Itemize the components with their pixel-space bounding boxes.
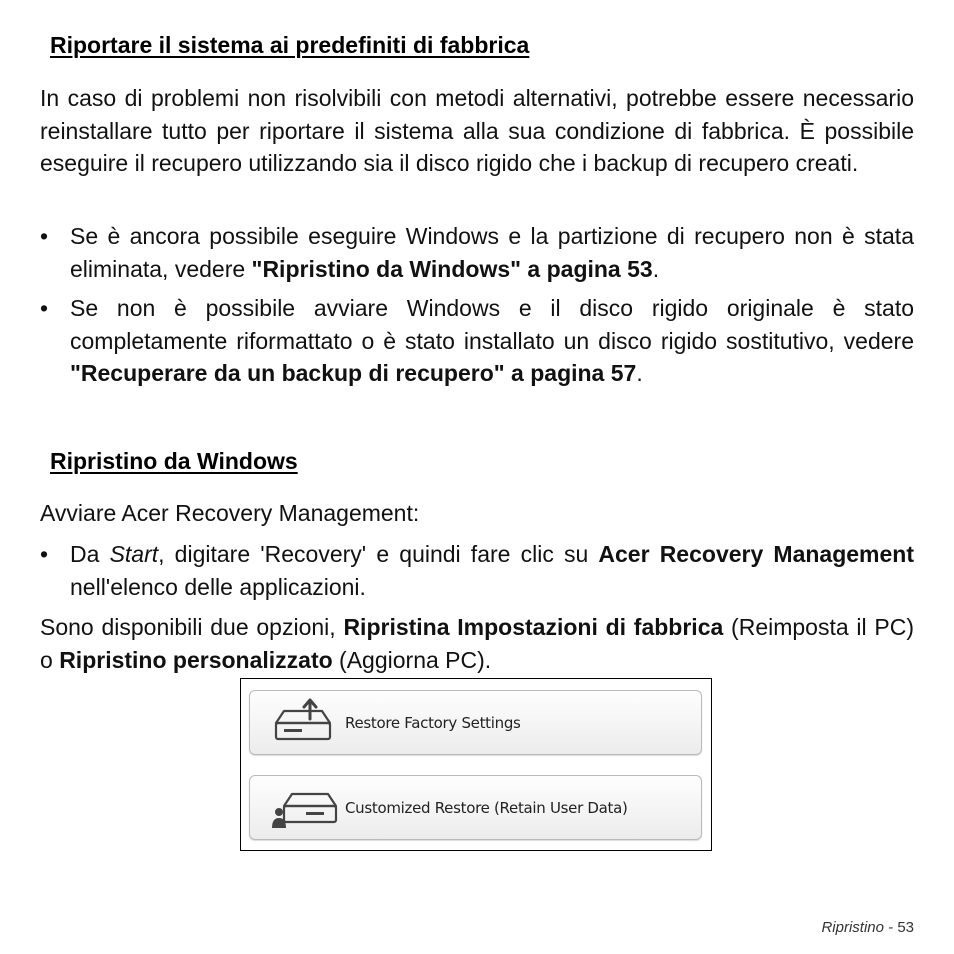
restore-factory-settings-label: Restore Factory Settings — [345, 713, 521, 732]
cross-reference-link: "Recuperare da un backup di recupero" a pagina 57 — [70, 360, 637, 386]
section-heading-factory-reset: Riportare il sistema ai predefiniti di fabbrica — [50, 32, 530, 58]
bullet-marker: • — [40, 295, 49, 321]
bullet-marker: • — [40, 223, 49, 249]
options-paragraph: Sono disponibili due opzioni, Ripristina Impostazioni di fabbrica (Reimposta il PC) o Ripristino personalizzato (Aggiorna PC). — [40, 614, 914, 673]
bullet-list — [40, 538, 914, 610]
recovery-screenshot — [240, 678, 712, 851]
page-footer — [821, 919, 914, 936]
list-item: • Se è ancora possibile eseguire Windows e la partizione di recupero non è stata eliminata, vedere "Ripristino da Windows" a pagina 53. — [40, 220, 914, 285]
intro-paragraph: In caso di problemi non risolvibili con metodi alternativi, potrebbe essere necessario reinstallare tutto per riportare il sistema alla sua condizione di fabbrica. È possibile eseguire il recupero utilizzando sia il disco rigido che i backup di recupero creati. — [40, 85, 914, 176]
section-heading-restore-windows: Ripristino da Windows — [50, 448, 298, 474]
bullet-list — [40, 220, 914, 397]
customized-restore-label: Customized Restore (Retain User Data) — [345, 798, 628, 817]
restore-factory-settings-button[interactable] — [249, 690, 702, 755]
drive-upload-icon — [270, 697, 342, 749]
list-item: • Da Start, digitare 'Recovery' e quindi fare clic su Acer Recovery Management nell'elenco delle applicazioni. — [40, 538, 914, 603]
drive-user-icon — [270, 782, 342, 834]
customized-restore-button[interactable] — [249, 775, 702, 840]
bullet-marker: • — [40, 541, 49, 567]
cross-reference-link: "Ripristino da Windows" a pagina 53 — [251, 255, 653, 282]
list-item: • Se non è possibile avviare Windows e il disco rigido originale è stato completamente riformattato o è stato installato un disco rigido sostitutivo, vedere "Recuperare da un backup di recupero" a pagina 57. — [40, 292, 914, 390]
instruction-paragraph: Avviare Acer Recovery Management: — [40, 500, 420, 526]
footer-section: Ripristino - — [821, 919, 894, 936]
page-number: 53 — [897, 919, 914, 936]
